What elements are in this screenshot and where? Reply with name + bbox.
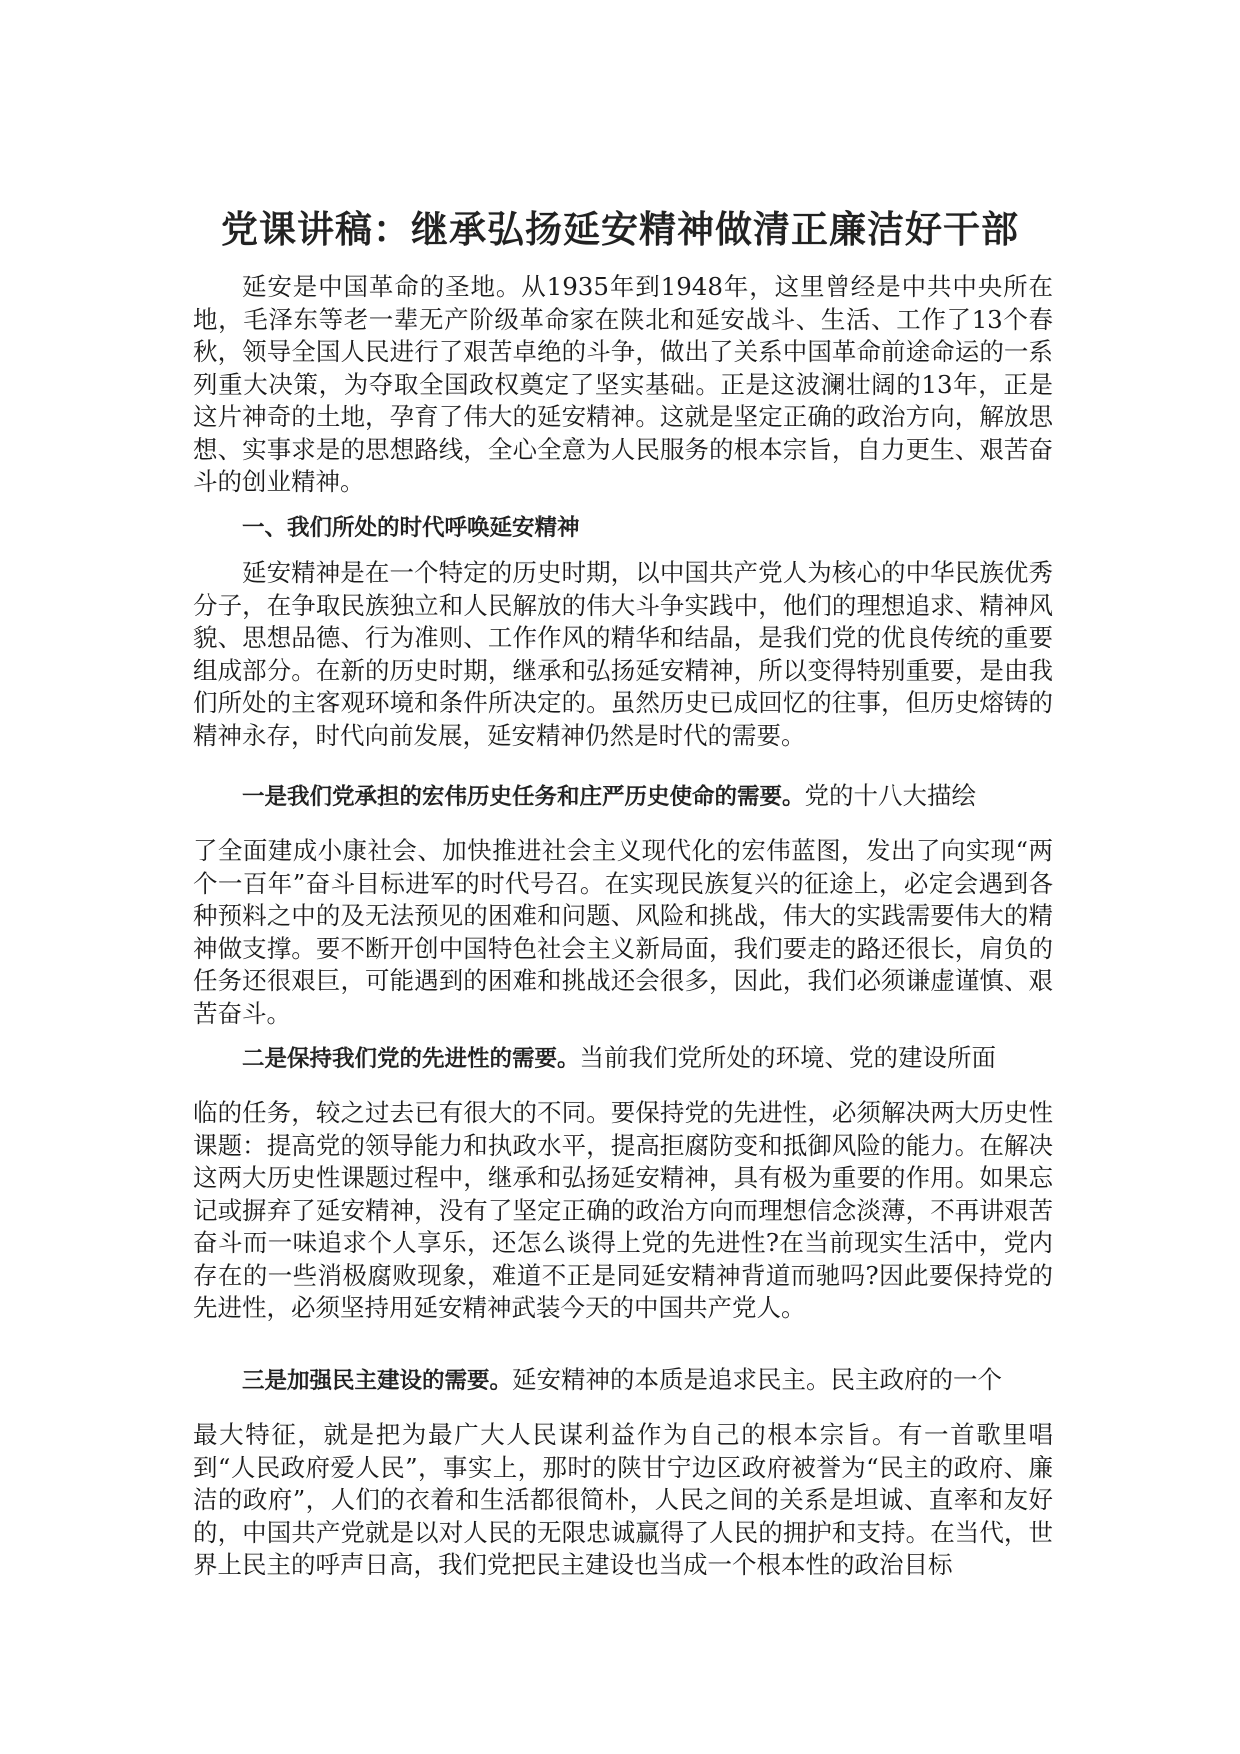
point-1-bold-label: 一是我们党承担的宏伟历史任务和庄严历史使命的需要。 [242,784,805,810]
point-1-lead-line [193,780,1053,813]
point-2-bold-label: 二是保持我们党的先进性的需要。 [242,1046,580,1072]
section-1-paragraph: 延安精神是在一个特定的历史时期，以中国共产党人为核心的中华民族优秀分子，在争取民族独立和人民解放的伟大斗争实践中，他们的理想追求、精神风貌、思想品德、行为准则、工作作风的精华和结晶，是我们党的优良传统的重要组成部分。在新的历史时期，继承和弘扬延安精神，所以变得特别重要，是由我们所处的主客观环境和条件所决定的。虽然历史已成回忆的往事，但历史熔铸的精神永存，时代向前发展，延安精神仍然是时代的需要。 [193,558,1053,750]
point-2-paragraph: 临的任务，较之过去已有很大的不同。要保持党的先进性，必须解决两大历史性课题：提高党的领导能力和执政水平，提高拒腐防变和抵御风险的能力。在解决这两大历史性课题过程中，继承和弘扬延安精神，具有极为重要的作用。如果忘记或摒弃了延安精神，没有了坚定正确的政治方向而理想信念淡薄，不再讲艰苦奋斗而一味追求个人享乐，还怎么谈得上党的先进性?在当前现实生活中，党内存在的一些消极腐败现象，难道不正是同延安精神背道而驰吗?因此要保持党的先进性，必须坚持用延安精神武装今天的中国共产党人。 [193,1098,1053,1322]
point-2-lead-text: 当前我们党所处的环境、党的建设所面 [579,1043,997,1072]
point-2-lead-line [193,1042,1053,1075]
section-heading-1: 一、我们所处的时代呼唤延安精神 [242,515,580,541]
point-3-paragraph: 最大特征，就是把为最广大人民谋利益作为自己的根本宗旨。有一首歌里唱到“人民政府爱人民”，事实上，那时的陕甘宁边区政府被誉为“民主的政府、廉洁的政府”，人们的衣着和生活都很简朴，人民之间的关系是坦诚、直率和友好的，中国共产党就是以对人民的无限忠诚赢得了人民的拥护和支持。在当代，世界上民主的呼声日高，我们党把民主建设也当成一个根本性的政治目标 [193,1420,1053,1579]
document-title: 党课讲稿：继承弘扬延安精神做清正廉洁好干部 [221,208,1019,251]
point-3-bold-label: 三是加强民主建设的需要。 [242,1368,513,1394]
intro-paragraph: 延安是中国革命的圣地。从1935年到1948年，这里曾经是中共中央所在地，毛泽东等老一辈无产阶级革命家在陕北和延安战斗、生活、工作了13个春秋，领导全国人民进行了艰苦卓绝的斗争，做出了关系中国革命前途命运的一系列重大决策，为夺取全国政权奠定了坚实基础。正是这波澜壮阔的13年，正是这片神奇的土地，孕育了伟大的延安精神。这就是坚定正确的政治方向，解放思想、实事求是的思想路线，全心全意为人民服务的根本宗旨，自力更生、艰苦奋斗的创业精神。 [193,272,1053,496]
point-1-paragraph: 了全面建成小康社会、加快推进社会主义现代化的宏伟蓝图，发出了向实现“两个一百年”奋斗目标进军的时代号召。在实现民族复兴的征途上，必定会遇到各种预料之中的及无法预见的困难和问题、风险和挑战，伟大的实践需要伟大的精神做支撑。要不断开创中国特色社会主义新局面，我们要走的路还很长，肩负的任务还很艰巨，可能遇到的困难和挑战还会很多，因此，我们必须谦虚谨慎、艰苦奋斗。 [193,836,1053,1028]
point-3-lead-line [193,1364,1053,1397]
point-1-lead-text: 党的十八大描绘 [804,781,977,810]
point-3-lead-text: 延安精神的本质是追求民主。民主政府的一个 [512,1365,1003,1394]
